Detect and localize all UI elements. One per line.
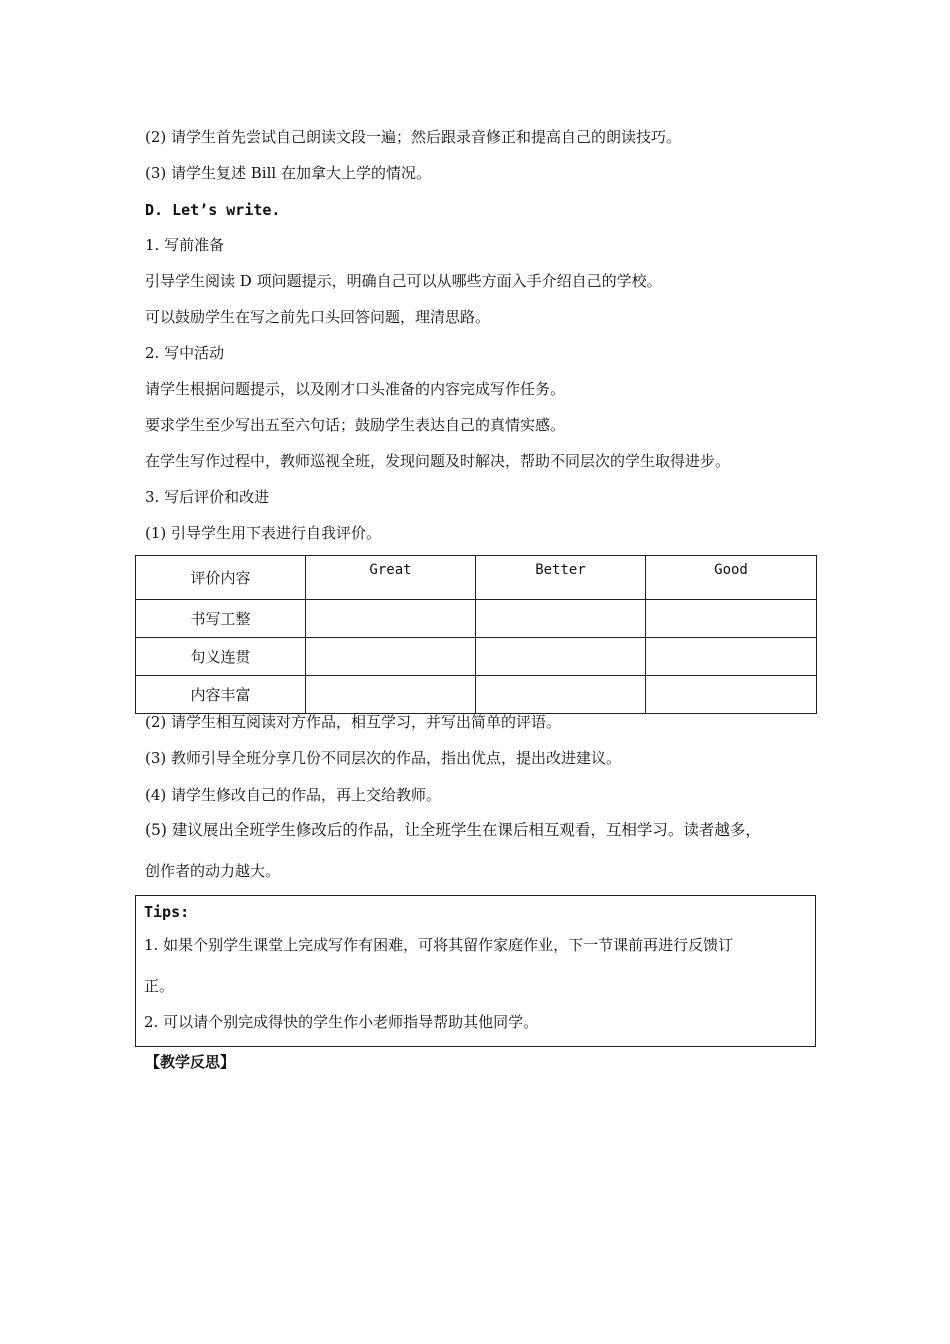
table-header-cell: Good: [646, 556, 817, 600]
pre-writing-text-1: 引导学生阅读 D 项问题提示，明确自己可以从哪些方面入手介绍自己的学校。: [145, 272, 662, 290]
table-header-row: [136, 556, 817, 600]
table-row: [136, 676, 817, 714]
teaching-reflection-heading: 【教学反思】: [145, 1053, 236, 1071]
table-cell: [306, 638, 476, 676]
table-cell: [646, 676, 817, 714]
while-writing-text-3: 在学生写作过程中，教师巡视全班，发现问题及时解决，帮助不同层次的学生取得进步。: [145, 452, 731, 470]
pre-writing-text-2: 可以鼓励学生在写之前先口头回答问题，理清思路。: [145, 308, 491, 326]
step-3-retell: (3) 请学生复述 Bill 在加拿大上学的情况。: [145, 164, 431, 182]
post-writing-step-5-cont: 创作者的动力越大。: [145, 862, 281, 880]
post-writing-step-2: (2) 请学生相互阅读对方作品，相互学习，并写出简单的评语。: [145, 713, 562, 731]
post-writing-step-3: (3) 教师引导全班分享几份不同层次的作品，指出优点，提出改进建议。: [145, 749, 622, 767]
while-writing-text-2: 要求学生至少写出五至六句话；鼓励学生表达自己的真情实感。: [145, 416, 566, 434]
subheading-post-writing: 3. 写后评价和改进: [145, 488, 270, 506]
while-writing-text-1: 请学生根据问题提示，以及刚才口头准备的内容完成写作任务。: [145, 380, 566, 398]
table-row: [136, 600, 817, 638]
table-cell: [476, 676, 646, 714]
table-header-cell: Better: [476, 556, 646, 600]
table-row: [136, 638, 817, 676]
tip-item-1: 1. 如果个别学生课堂上完成写作有困难，可将其留作家庭作业，下一节课前再进行反馈订: [144, 936, 734, 954]
table-cell: [306, 676, 476, 714]
table-row-label: 句义连贯: [136, 638, 306, 676]
post-writing-step-5: (5) 建议展出全班学生修改后的作品，让全班学生在课后相互观看，互相学习。读者越多，: [145, 821, 761, 839]
table-cell: [306, 600, 476, 638]
section-heading-lets-write: D. Let’s write.: [145, 201, 281, 219]
self-evaluation-table: [135, 555, 817, 714]
table-cell: [646, 600, 817, 638]
table-row-label: 书写工整: [136, 600, 306, 638]
table-header-cell: Great: [306, 556, 476, 600]
subheading-while-writing: 2. 写中活动: [145, 344, 225, 362]
step-2-reading: (2) 请学生首先尝试自己朗读文段一遍；然后跟录音修正和提高自己的朗读技巧。: [145, 128, 682, 146]
tip-item-2: 2. 可以请个别完成得快的学生作小老师指导帮助其他同学。: [144, 1013, 539, 1031]
table-row-label: 内容丰富: [136, 676, 306, 714]
table-header-cell: 评价内容: [136, 556, 306, 600]
subheading-pre-writing: 1. 写前准备: [145, 236, 225, 254]
tips-box: [135, 895, 816, 1047]
tip-item-1-cont: 正。: [144, 977, 175, 995]
table-cell: [476, 638, 646, 676]
post-writing-step-1: (1) 引导学生用下表进行自我评价。: [145, 524, 382, 542]
post-writing-step-4: (4) 请学生修改自己的作品，再上交给教师。: [145, 786, 442, 804]
table-cell: [476, 600, 646, 638]
tips-title: Tips:: [144, 903, 190, 921]
table-cell: [646, 638, 817, 676]
